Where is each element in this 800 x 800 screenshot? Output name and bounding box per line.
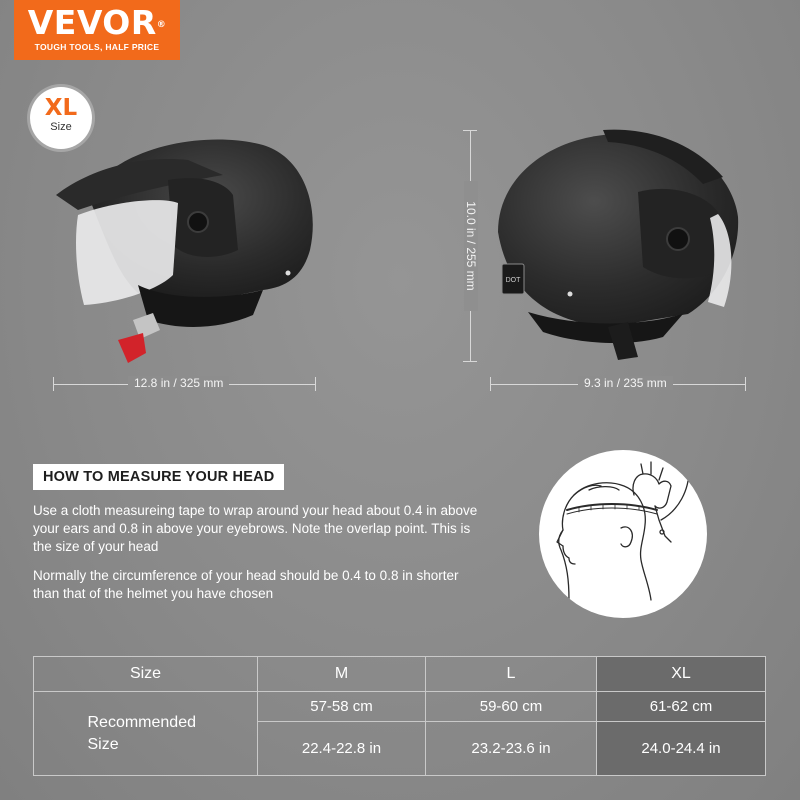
helmet-side-view-icon — [48, 125, 328, 370]
cell-m-cm: 57-58 cm — [258, 692, 426, 722]
head-measure-illustration — [539, 450, 707, 618]
height-label: 10.0 in / 255 mm — [464, 181, 478, 311]
header-m: M — [258, 657, 426, 692]
cell-xl-in: 24.0-24.4 in — [597, 722, 766, 776]
brand-tagline: TOUGH TOOLS, HALF PRICE — [34, 42, 160, 52]
height-tick-top — [463, 130, 477, 131]
size-badge-label: Size — [50, 121, 72, 133]
size-chart-table — [33, 656, 766, 776]
size-table-header — [34, 657, 766, 692]
recommended-size-text: Recommended Size — [87, 713, 196, 753]
head-measure-icon — [539, 450, 707, 618]
width-label: 9.3 in / 235 mm — [578, 376, 673, 390]
measure-instructions: Use a cloth measureing tape to wrap around your head about 0.4 in above your ears and 0.8 in above your eyebrows. Note the overlap point. This is the size of your head — [33, 503, 478, 554]
measure-section-title: HOW TO MEASURE YOUR HEAD — [33, 464, 284, 490]
side-length-tick-right — [315, 377, 316, 391]
cell-xl-cm: 61-62 cm — [597, 692, 766, 722]
cell-l-cm: 59-60 cm — [426, 692, 597, 722]
cell-m-in: 22.4-22.8 in — [258, 722, 426, 776]
width-tick-right — [745, 377, 746, 391]
size-table-row-cm — [34, 692, 766, 722]
size-badge-value: XL — [44, 95, 78, 121]
side-length-label: 12.8 in / 325 mm — [128, 376, 229, 390]
registered-mark: ® — [156, 20, 167, 30]
cell-l-in: 23.2-23.6 in — [426, 722, 597, 776]
recommended-size-label — [34, 692, 258, 776]
svg-text:DOT: DOT — [505, 277, 521, 284]
vevor-logo — [14, 0, 180, 60]
height-tick-bottom — [463, 361, 477, 362]
helmet-rear-view-icon — [488, 122, 748, 372]
header-size: Size — [34, 657, 258, 692]
side-length-tick-left — [53, 377, 54, 391]
header-l: L — [426, 657, 597, 692]
width-tick-left — [490, 377, 491, 391]
brand-name: VEVOR — [27, 3, 157, 42]
measure-note: Normally the circumference of your head should be 0.4 to 0.8 in shorter than that of the helmet you have chosen — [33, 568, 459, 601]
header-xl: XL — [597, 657, 766, 692]
